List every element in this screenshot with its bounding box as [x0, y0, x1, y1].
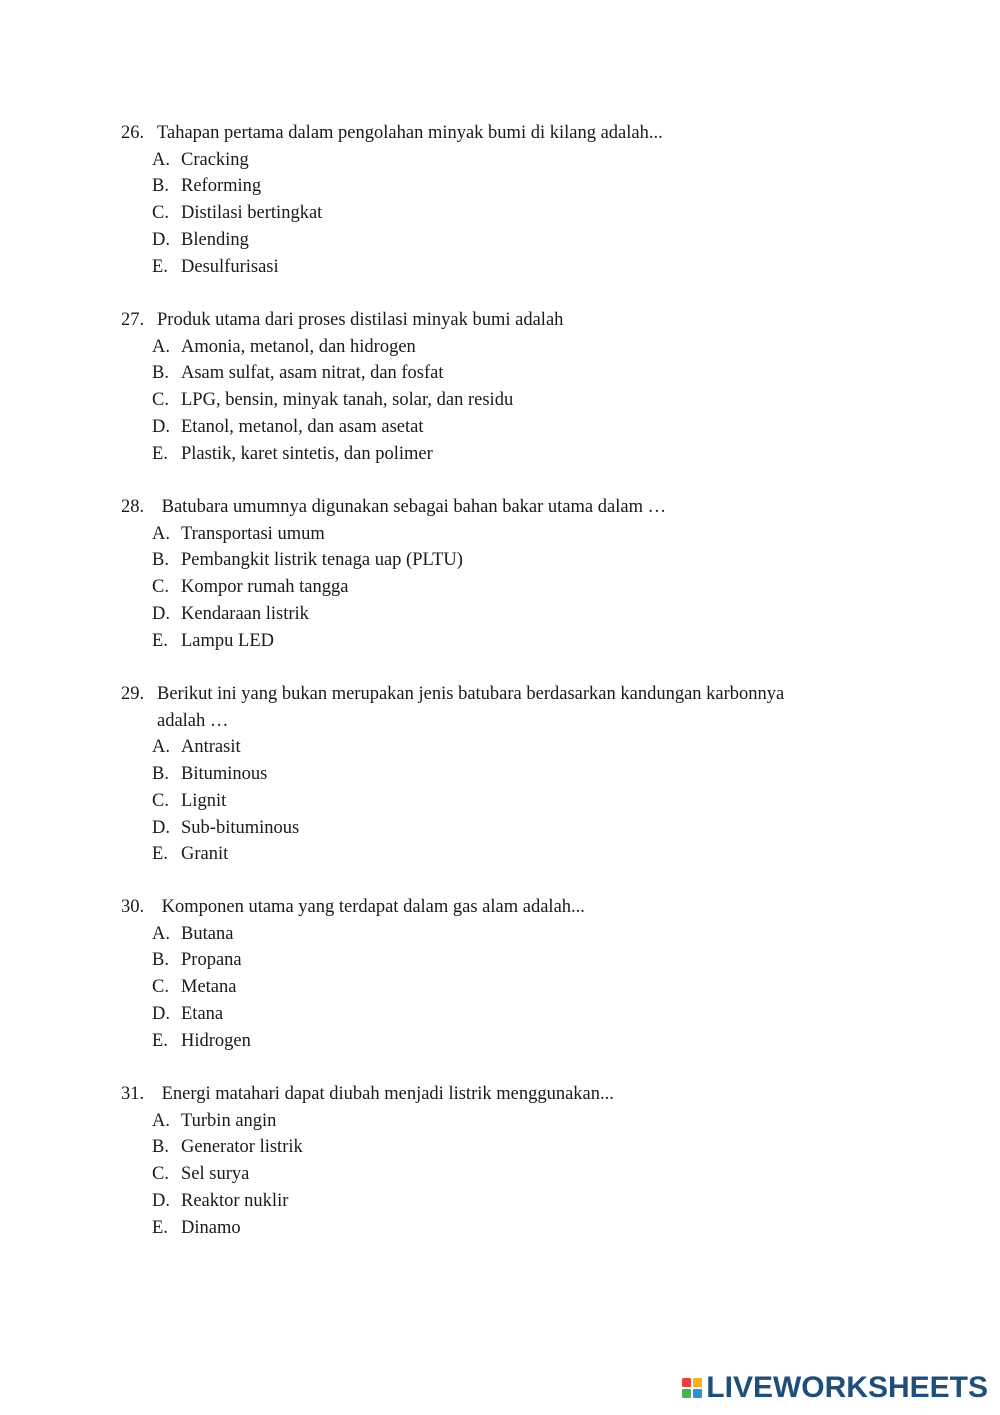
option-text: Pembangkit listrik tenaga uap (PLTU) — [181, 550, 463, 571]
option-e[interactable] — [121, 254, 663, 281]
option-letter: A. — [152, 737, 170, 758]
option-c[interactable] — [121, 387, 563, 414]
question-29 — [121, 681, 784, 868]
answer-options — [121, 147, 663, 281]
option-text: Reaktor nuklir — [181, 1190, 289, 1211]
option-text: Distilasi bertingkat — [181, 203, 323, 224]
option-letter: D. — [152, 817, 170, 838]
option-e[interactable] — [121, 1215, 614, 1242]
option-letter: C. — [152, 203, 169, 224]
liveworksheets-logo — [682, 1371, 988, 1405]
option-a[interactable] — [121, 147, 663, 174]
option-text: Blending — [181, 229, 249, 250]
option-letter: E. — [152, 1030, 168, 1051]
option-letter: C. — [152, 390, 169, 411]
option-b[interactable] — [121, 360, 563, 387]
option-b[interactable] — [121, 547, 666, 574]
option-letter: A. — [152, 336, 170, 357]
question-number: 28. — [121, 497, 145, 517]
option-text: Lignit — [181, 790, 227, 811]
option-letter: E. — [152, 1217, 168, 1238]
option-text: Butana — [181, 923, 234, 944]
option-letter: E. — [152, 256, 168, 277]
option-text: Generator listrik — [181, 1137, 303, 1158]
option-text: Antrasit — [181, 737, 241, 758]
answer-options — [121, 734, 784, 868]
option-letter: A. — [152, 523, 170, 544]
option-c[interactable] — [121, 974, 585, 1001]
answer-options — [121, 521, 666, 655]
option-text: LPG, bensin, minyak tanah, solar, dan residu — [181, 390, 514, 411]
option-text: Propana — [181, 950, 242, 971]
option-d[interactable] — [121, 1188, 614, 1215]
option-a[interactable] — [121, 521, 666, 548]
question-text: Energi matahari dapat diubah menjadi listrik menggunakan... — [157, 1084, 614, 1104]
question-number: 31. — [121, 1084, 145, 1104]
question-number: 26. — [121, 123, 145, 143]
option-letter: C. — [152, 1164, 169, 1185]
option-text: Sub-bituminous — [181, 817, 300, 838]
option-letter: B. — [152, 363, 169, 384]
option-letter: D. — [152, 229, 170, 250]
option-letter: B. — [152, 550, 169, 571]
option-letter: A. — [152, 149, 170, 170]
question-30 — [121, 894, 585, 1054]
question-text: Batubara umumnya digunakan sebagai bahan bakar utama dalam … — [157, 497, 667, 517]
option-text: Metana — [181, 977, 237, 998]
option-letter: B. — [152, 950, 169, 971]
option-text: Amonia, metanol, dan hidrogen — [181, 336, 416, 357]
question-text: Berikut ini yang bukan merupakan jenis batubara berdasarkan kandungan karbonnya — [157, 684, 785, 704]
option-text: Sel surya — [181, 1164, 250, 1185]
option-letter: E. — [152, 630, 168, 651]
option-text: Desulfurisasi — [181, 256, 279, 277]
option-e[interactable] — [121, 841, 784, 868]
answer-options — [121, 1108, 614, 1242]
option-letter: D. — [152, 1003, 170, 1024]
question-text: Produk utama dari proses distilasi minyak bumi adalah — [157, 310, 564, 330]
mark-square — [682, 1378, 691, 1387]
option-c[interactable] — [121, 1161, 614, 1188]
liveworksheets-mark-icon — [682, 1378, 702, 1398]
option-letter: B. — [152, 764, 169, 785]
option-a[interactable] — [121, 734, 784, 761]
option-text: Plastik, karet sintetis, dan polimer — [181, 443, 433, 464]
option-letter: D. — [152, 603, 170, 624]
option-text: Etana — [181, 1003, 224, 1024]
mark-square — [693, 1378, 702, 1387]
option-letter: A. — [152, 923, 170, 944]
option-a[interactable] — [121, 334, 563, 361]
option-text: Asam sulfat, asam nitrat, dan fosfat — [181, 363, 444, 384]
option-e[interactable] — [121, 441, 563, 468]
option-letter: B. — [152, 1137, 169, 1158]
option-c[interactable] — [121, 200, 663, 227]
option-d[interactable] — [121, 815, 784, 842]
option-e[interactable] — [121, 628, 666, 655]
option-text: Transportasi umum — [181, 523, 325, 544]
mark-square — [682, 1389, 691, 1398]
mark-square — [693, 1389, 702, 1398]
option-letter: E. — [152, 844, 168, 865]
answer-options — [121, 921, 585, 1055]
option-a[interactable] — [121, 921, 585, 948]
question-text: Tahapan pertama dalam pengolahan minyak bumi di kilang adalah... — [157, 123, 663, 143]
question-31 — [121, 1081, 614, 1241]
question-27 — [121, 307, 563, 467]
option-b[interactable] — [121, 761, 784, 788]
question-text-continued: adalah … — [157, 710, 229, 731]
option-letter: C. — [152, 790, 169, 811]
option-d[interactable] — [121, 227, 663, 254]
option-text: Hidrogen — [181, 1030, 251, 1051]
option-text: Granit — [181, 844, 229, 865]
option-letter: E. — [152, 443, 168, 464]
option-d[interactable] — [121, 414, 563, 441]
option-letter: D. — [152, 1190, 170, 1211]
question-text: Komponen utama yang terdapat dalam gas alam adalah... — [157, 897, 585, 917]
option-text: Reforming — [181, 176, 262, 197]
option-text: Dinamo — [181, 1217, 241, 1238]
option-c[interactable] — [121, 788, 784, 815]
option-text: Kendaraan listrik — [181, 603, 309, 624]
option-letter: C. — [152, 577, 169, 598]
option-b[interactable] — [121, 947, 585, 974]
question-number: 29. — [121, 684, 145, 704]
option-letter: B. — [152, 176, 169, 197]
question-number: 30. — [121, 897, 145, 917]
option-letter: C. — [152, 977, 169, 998]
option-c[interactable] — [121, 574, 666, 601]
option-text: Etanol, metanol, dan asam asetat — [181, 416, 424, 437]
option-letter: D. — [152, 416, 170, 437]
option-letter: A. — [152, 1110, 170, 1131]
question-number: 27. — [121, 310, 145, 330]
option-text: Cracking — [181, 149, 249, 170]
option-b[interactable] — [121, 173, 663, 200]
option-text: Turbin angin — [181, 1110, 277, 1131]
question-26 — [121, 120, 663, 280]
option-d[interactable] — [121, 601, 666, 628]
option-e[interactable] — [121, 1028, 585, 1055]
question-28 — [121, 494, 666, 654]
option-text: Lampu LED — [181, 630, 274, 651]
option-d[interactable] — [121, 1001, 585, 1028]
logo-text: LIVEWORKSHEETS — [706, 1371, 988, 1404]
option-a[interactable] — [121, 1108, 614, 1135]
answer-options — [121, 334, 563, 468]
option-text: Kompor rumah tangga — [181, 577, 349, 598]
option-b[interactable] — [121, 1134, 614, 1161]
option-text: Bituminous — [181, 764, 268, 785]
